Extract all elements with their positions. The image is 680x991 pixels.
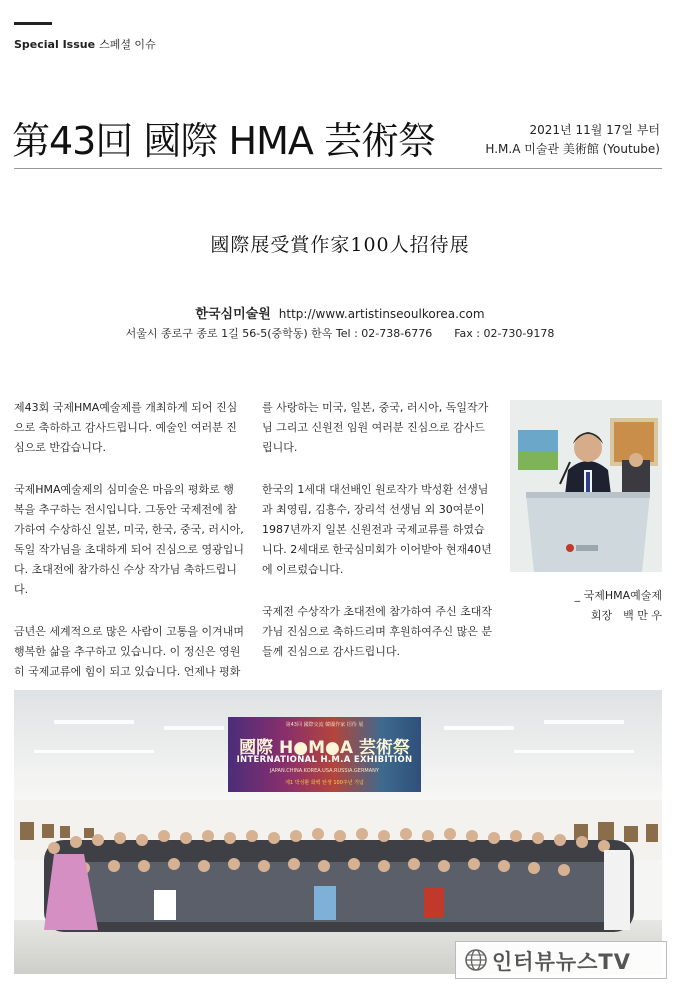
kicker-ko: 스페셜 이슈 — [99, 38, 156, 51]
crowd — [44, 828, 634, 932]
body-column-2 — [262, 398, 492, 684]
org-address: 서울시 종로구 종로 1길 56-5(중학동) 한옥 Tel : 02-738-6776 Fax : 02-730-9178 — [125, 327, 555, 340]
banner-countries: JAPAN.CHINA.KOREA.USA.RUSSIA.GERMANY — [270, 768, 379, 774]
photo-caption — [510, 586, 662, 626]
event-date — [485, 121, 660, 159]
paragraph: 국제HMA예술제의 심미술은 마음의 평화로 행복을 추구하는 전시입니다. 그동안 국제전에 참가하여 수상하신 일본, 미국, 한국, 중국, 러시아, 독일 작가님을 초대하게 되어 진심으로 영광입니다. 초대전에 참가하신 수상 작가님 축하드립니다. — [14, 483, 245, 596]
org-url[interactable]: http://www.artistinseoulkorea.com — [278, 307, 485, 321]
exhibition-subtitle: 國際展受賞作家100人招待展 — [210, 234, 470, 256]
body-column-1 — [14, 398, 244, 704]
exhibition-banner — [228, 717, 421, 792]
banner-top-line: 第43回 國際交流 韓國作家 招待 展 — [285, 722, 364, 728]
paragraph: 국제전 수상작가 초대전에 참가하여 주신 초대작가님 진심으로 축하드리며 후원하여주신 많은 분들께 진심으로 감사드립니다. — [262, 605, 493, 658]
podium-speaker-illustration — [510, 400, 662, 572]
caption-line-2: 회장 백 만 우 — [590, 609, 662, 622]
president-photo — [510, 400, 662, 572]
paragraph: 금년은 세계적으로 많은 사람이 고통을 이겨내며 행복한 삶을 추구하고 있습니다. 이 정신은 영원히 국제교류에 힘이 되고 있습니다. 언제나 평화 — [14, 625, 245, 678]
banner-title: 國際 H●M●A 芸術祭 — [239, 738, 410, 758]
date-line-2: H.M.A 미술관 美術館 (Youtube) — [485, 142, 660, 156]
watermark — [455, 941, 667, 979]
paragraph: 를 사랑하는 미국, 일본, 중국, 러시아, 독일작가님 그리고 신원전 임원 여러분 진심으로 감사드립니다. — [262, 401, 489, 454]
globe-icon — [464, 948, 488, 972]
title-divider — [14, 168, 662, 169]
page-title: 第43回 國際 HMA 芸術祭 — [12, 119, 435, 163]
org-name: 한국심미술원 — [195, 307, 271, 322]
watermark-text: 인터뷰뉴스TV — [492, 950, 632, 974]
section-kicker — [14, 36, 156, 52]
date-line-1: 2021년 11월 17일 부터 — [529, 123, 660, 137]
banner-note: 제1 박성환 화백 탄생 100주년 기념 — [285, 780, 364, 786]
caption-line-1: _ 국제HMA예술제 — [574, 589, 662, 602]
kicker-en: Special Issue — [14, 38, 96, 51]
banner-subtitle: INTERNATIONAL H.M.A EXHIBITION — [236, 755, 413, 765]
paragraph: 한국의 1세대 대선배인 원로작가 박성환 선생님과 최영림, 김흥수, 장리석 선생님 외 30여분이 1987년까지 일본 신원전과 국제교류를 하였습니다. 2세대로 한국심미회가 이어받아 현재40년에 이르렀습니다. — [262, 483, 492, 576]
organization-line — [0, 303, 680, 322]
top-accent-bar — [14, 22, 52, 25]
paragraph: 제43회 국제HMA예술제를 개최하게 되어 진심으로 축하하고 감사드립니다. 예술인 여러분 진심으로 반갑습니다. — [14, 401, 238, 454]
